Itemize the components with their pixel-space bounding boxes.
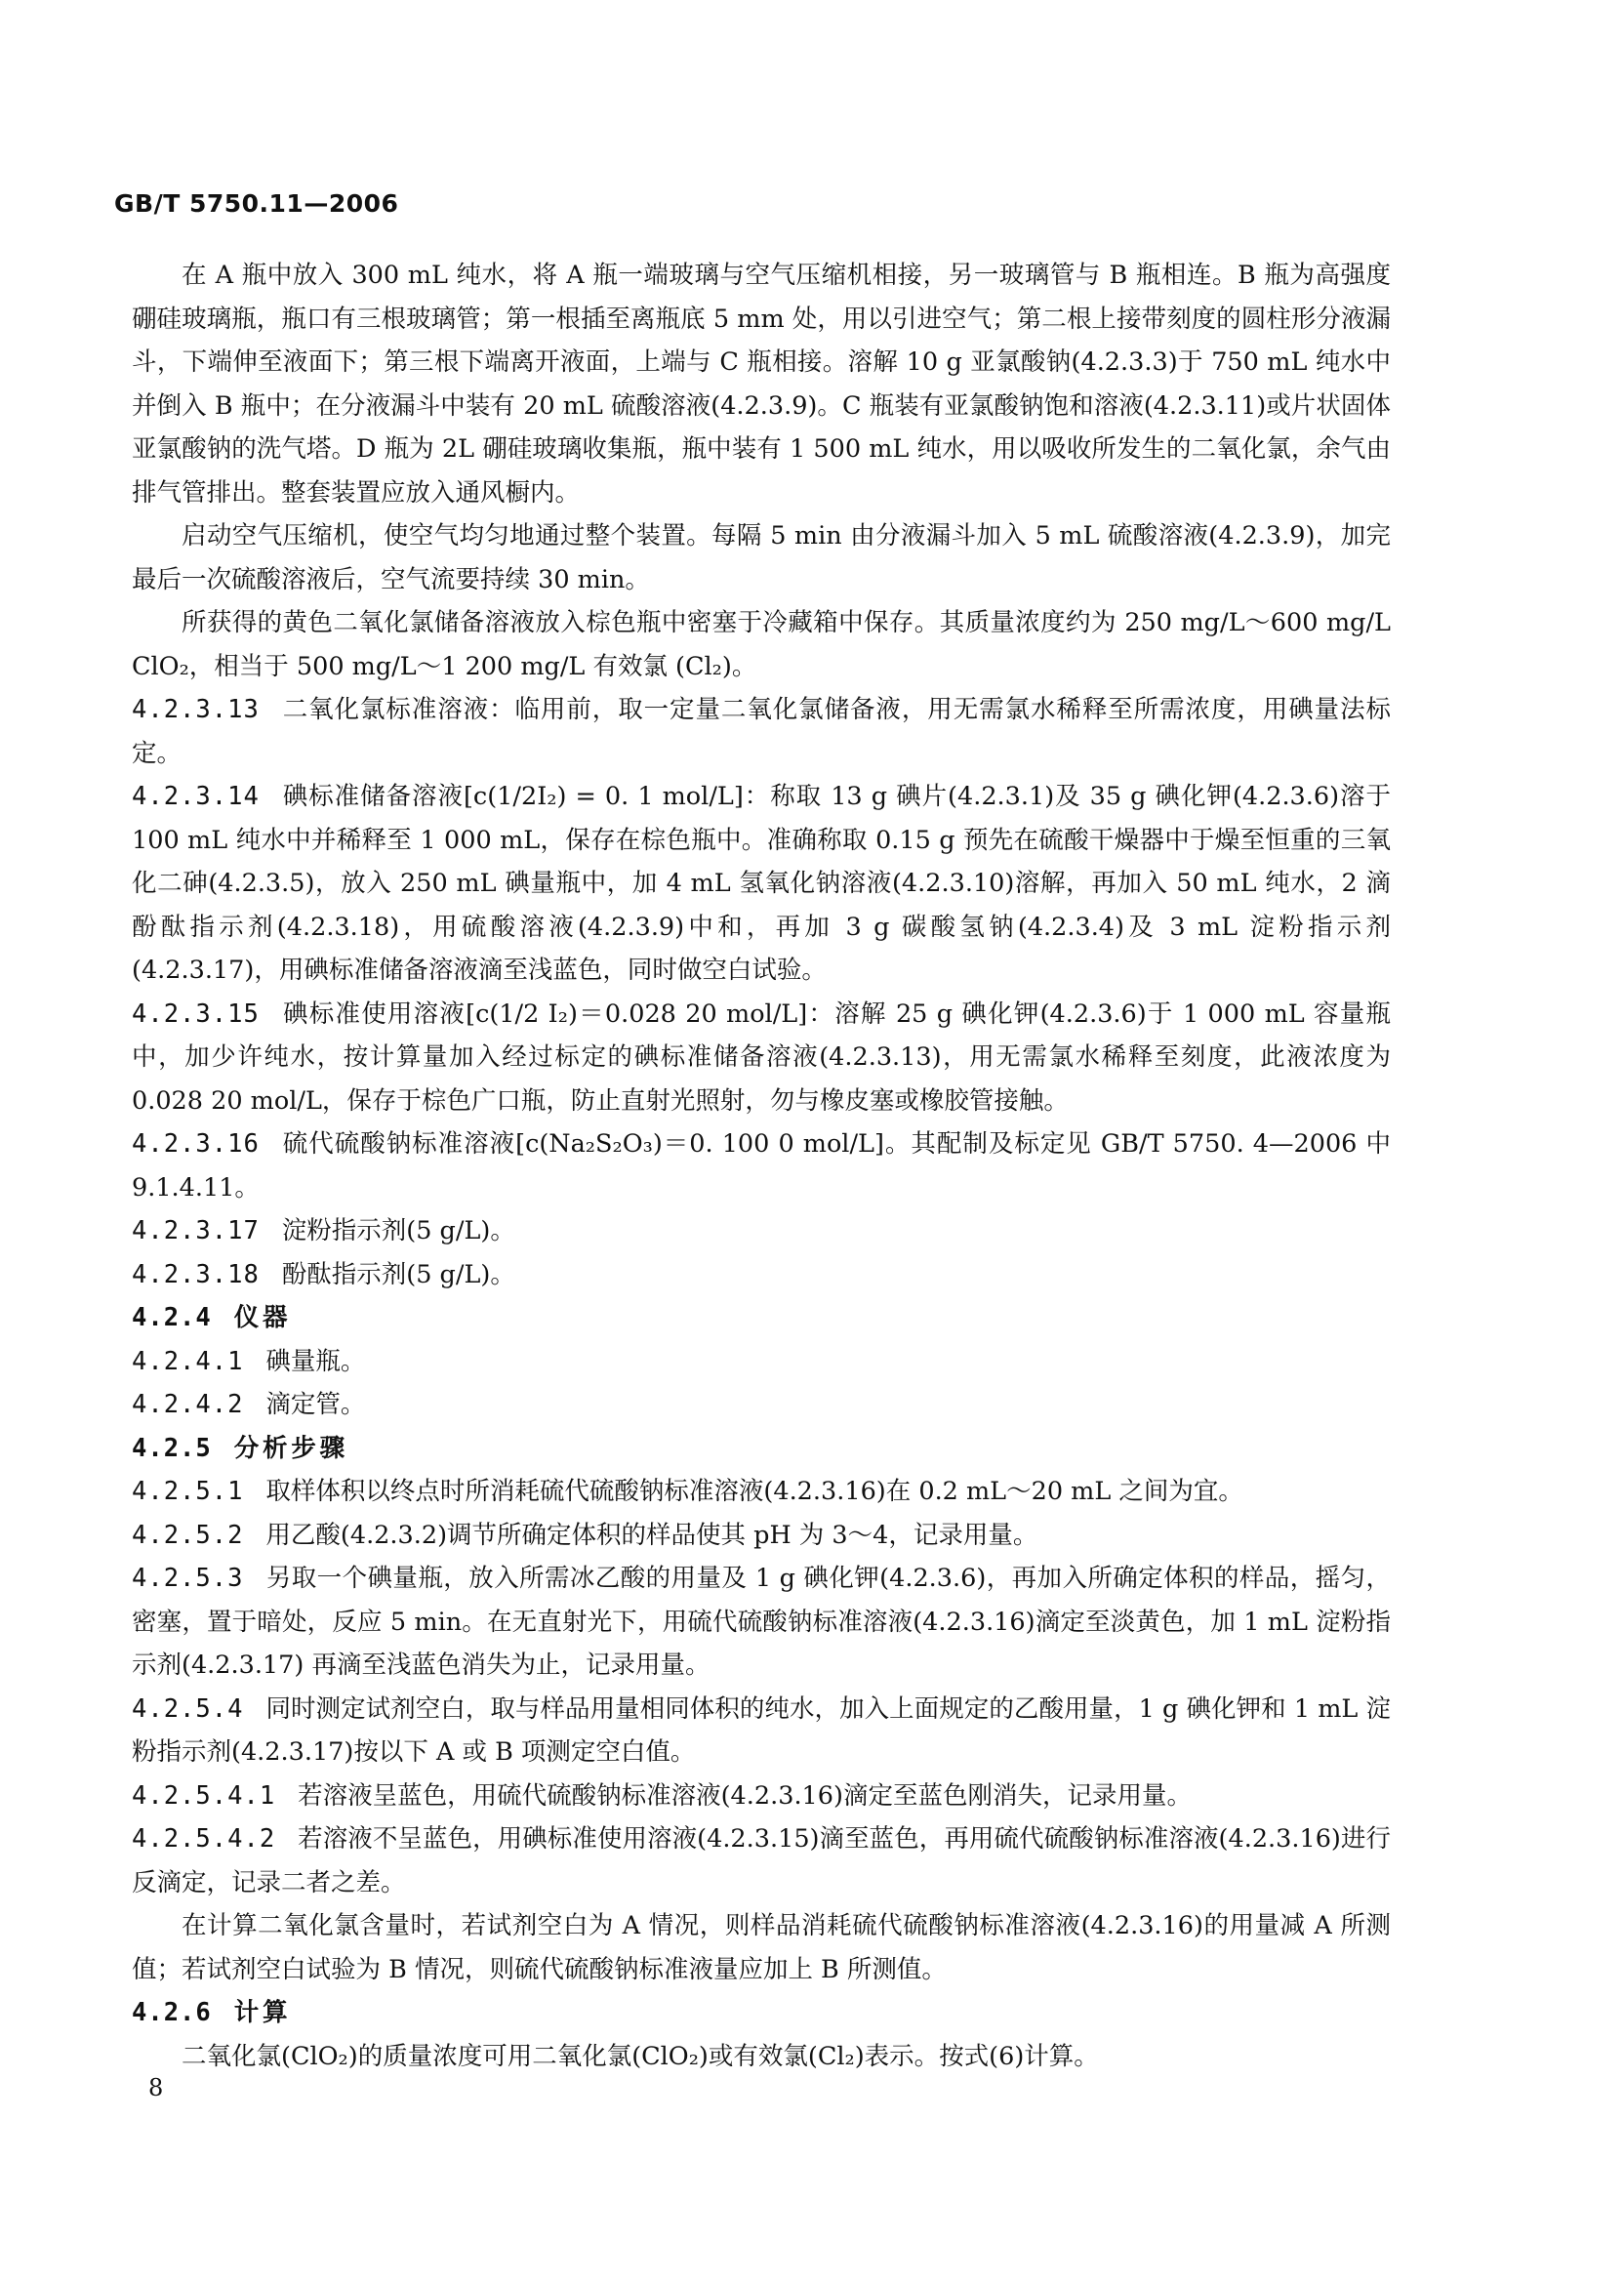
- clause-text: 取样体积以终点时所消耗硫代硫酸钠标准溶液(4.2.3.16)在 0.2 mL～20 mL 之间为宜。: [265, 1477, 1243, 1506]
- clause-number: 4.2.3.17: [132, 1216, 260, 1245]
- clause-4-2-5-4-2: [132, 1817, 1391, 1904]
- section-heading-calculation: [132, 1991, 1391, 2035]
- clause-number: 4.2.5.4.1: [132, 1780, 276, 1811]
- clause-number: 4.2.4.1: [132, 1346, 244, 1376]
- section-heading-instruments: [132, 1296, 1391, 1340]
- clause-number: 4.2.5.1: [132, 1477, 244, 1506]
- clause-text: 用乙酸(4.2.3.2)调节所确定体积的样品使其 pH 为 3～4，记录用量。: [265, 1520, 1038, 1550]
- clause-number: 4.2.3.14: [132, 782, 260, 811]
- clause-4-2-4-1: [132, 1340, 1391, 1384]
- paragraph-blank-correction: [132, 1904, 1391, 1991]
- clause-text: 碘量瓶。: [265, 1346, 366, 1376]
- paragraph-compressor: [132, 514, 1391, 601]
- clause-4-2-3-15: [132, 993, 1391, 1123]
- section-title: 计算: [233, 1998, 292, 2027]
- clause-4-2-3-17: [132, 1209, 1391, 1253]
- clause-4-2-5-1: [132, 1470, 1391, 1514]
- clause-number: 4.2.3.16: [132, 1129, 260, 1159]
- paragraph-calculation-intro: [132, 2035, 1391, 2079]
- clause-text: 若溶液不呈蓝色，用碘标准使用溶液(4.2.3.15)滴至蓝色，再用硫代硫酸钠标准溶液(4.2.3.16)进行反滴定，记录二者之差。: [132, 1824, 1391, 1897]
- paragraph-text: 二氧化氯(ClO₂)的质量浓度可用二氧化氯(ClO₂)或有效氯(Cl₂)表示。按式(6)计算。: [182, 2041, 1099, 2071]
- clause-number: 4.2.5.4.2: [132, 1824, 276, 1854]
- clause-4-2-4-2: [132, 1383, 1391, 1427]
- section-title: 仪器: [233, 1303, 292, 1332]
- page-number: 8: [148, 2074, 164, 2101]
- paragraph-text: 在计算二氧化氯含量时，若试剂空白为 A 情况，则样品消耗硫代硫酸钠标准溶液(4.2.3.16)的用量减 A 所测值；若试剂空白试验为 B 情况，则硫代硫酸钠标准液量应加上 B 所测值。: [132, 1911, 1391, 1984]
- paragraph-text: 启动空气压缩机，使空气均匀地通过整个装置。每隔 5 min 由分液漏斗加入 5 mL 硫酸溶液(4.2.3.9)，加完最后一次硫酸溶液后，空气流要持续 30 min。: [132, 521, 1391, 594]
- clause-number: 4.2.3.15: [132, 999, 260, 1029]
- clause-number: 4.2.3.13: [132, 695, 260, 724]
- clause-text: 碘标准储备溶液[c(1/2I₂) = 0. 1 mol/L]：称取 13 g 碘片(4.2.3.1)及 35 g 碘化钾(4.2.3.6)溶于 100 mL 纯水中并稀释至 1 000 mL，保存在棕色瓶中。准确称取 0.15 g 预先在硫酸干燥器中于燥至恒重的三氧化二砷(4.2.3.5)，放入 250 mL 碘量瓶中，加 4 mL 氢氧化钠溶液(4.2.3.10)溶解，再加入 50 mL 纯水，2 滴酚酞指示剂(4.2.3.18)，用硫酸溶液(4.2.3.9)中和，再加 3 g 碳酸氢钠(4.2.3.4)及 3 mL 淀粉指示剂(4.2.3.17)，用碘标准储备溶液滴至浅蓝色，同时做空白试验。: [132, 782, 1391, 985]
- paragraph-apparatus-setup: [132, 254, 1391, 514]
- clause-4-2-5-2: [132, 1514, 1391, 1558]
- clause-text: 硫代硫酸钠标准溶液[c(Na₂S₂O₃)＝0. 100 0 mol/L]。其配制及标定见 GB/T 5750. 4—2006 中 9.1.4.11。: [132, 1129, 1391, 1203]
- clause-text: 另取一个碘量瓶，放入所需冰乙酸的用量及 1 g 碘化钾(4.2.3.6)，再加入所确定体积的样品，摇匀，密塞，置于暗处，反应 5 min。在无直射光下，用硫代硫酸钠标准溶液(4.2.3.16)滴定至淡黄色，加 1 mL 淀粉指示剂(4.2.3.17) 再滴至浅蓝色消失为止，记录用量。: [132, 1564, 1391, 1680]
- clause-4-2-3-18: [132, 1253, 1391, 1297]
- clause-number: 4.2.5.4: [132, 1693, 244, 1724]
- clause-text: 酚酞指示剂(5 g/L)。: [281, 1259, 515, 1289]
- clause-number: 4.2.4.2: [132, 1390, 244, 1419]
- paragraph-text: 在 A 瓶中放入 300 mL 纯水，将 A 瓶一端玻璃与空气压缩机相接，另一玻璃管与 B 瓶相连。B 瓶为高强度硼硅玻璃瓶，瓶口有三根玻璃管；第一根插至离瓶底 5 mm 处，用以引进空气；第二根上接带刻度的圆柱形分液漏斗，下端伸至液面下；第三根下端离开液面，上端与 C 瓶相接。溶解 10 g 亚氯酸钠(4.2.3.3)于 750 mL 纯水中并倒入 B 瓶中；在分液漏斗中装有 20 mL 硫酸溶液(4.2.3.9)。C 瓶装有亚氯酸钠饱和溶液(4.2.3.11)或片状固体亚氯酸钠的洗气塔。D 瓶为 2L 硼硅玻璃收集瓶，瓶中装有 1 500 mL 纯水，用以吸收所发生的二氧化氯，余气由排气管排出。整套装置应放入通风橱内。: [132, 261, 1391, 508]
- section-heading-procedure: [132, 1427, 1391, 1471]
- clause-text: 碘标准使用溶液[c(1/2 I₂)＝0.028 20 mol/L]：溶解 25 g 碘化钾(4.2.3.6)于 1 000 mL 容量瓶中，加少许纯水，按计算量加入经过标定的碘标准储备溶液(4.2.3.13)，用无需氯水稀释至刻度，此液浓度为 0.028 20 mol/L，保存于棕色广口瓶，防止直射光照射，勿与橡皮塞或橡胶管接触。: [132, 999, 1391, 1116]
- clause-4-2-3-14: [132, 775, 1391, 993]
- section-number: 4.2.4: [132, 1303, 212, 1332]
- section-number: 4.2.6: [132, 1998, 212, 2027]
- clause-text: 同时测定试剂空白，取与样品用量相同体积的纯水，加入上面规定的乙酸用量，1 g 碘化钾和 1 mL 淀粉指示剂(4.2.3.17)按以下 A 或 B 项测定空白值。: [132, 1693, 1391, 1767]
- clause-number: 4.2.3.18: [132, 1259, 260, 1289]
- paragraph-storage: [132, 601, 1391, 688]
- document-body: [132, 254, 1391, 2078]
- section-number: 4.2.5: [132, 1433, 212, 1463]
- section-title: 分析步骤: [233, 1433, 349, 1463]
- clause-text: 若溶液呈蓝色，用硫代硫酸钠标准溶液(4.2.3.16)滴定至蓝色刚消失，记录用量。: [298, 1780, 1192, 1811]
- standard-code-header: GB/T 5750.11—2006: [114, 189, 399, 218]
- paragraph-text: 所获得的黄色二氧化氯储备溶液放入棕色瓶中密塞于冷藏箱中保存。其质量浓度约为 250 mg/L～600 mg/L ClO₂，相当于 500 mg/L～1 200 mg/L 有效氯 (Cl₂)。: [132, 608, 1391, 681]
- clause-text: 二氧化氯标准溶液：临用前，取一定量二氧化氯储备液，用无需氯水稀释至所需浓度，用碘量法标定。: [132, 695, 1391, 768]
- clause-4-2-5-4: [132, 1688, 1391, 1774]
- clause-number: 4.2.5.3: [132, 1564, 244, 1593]
- clause-4-2-3-16: [132, 1122, 1391, 1209]
- clause-4-2-5-4-1: [132, 1774, 1391, 1818]
- clause-4-2-5-3: [132, 1557, 1391, 1688]
- clause-text: 滴定管。: [265, 1390, 366, 1419]
- clause-text: 淀粉指示剂(5 g/L)。: [281, 1216, 515, 1245]
- clause-number: 4.2.5.2: [132, 1520, 244, 1550]
- clause-4-2-3-13: [132, 688, 1391, 775]
